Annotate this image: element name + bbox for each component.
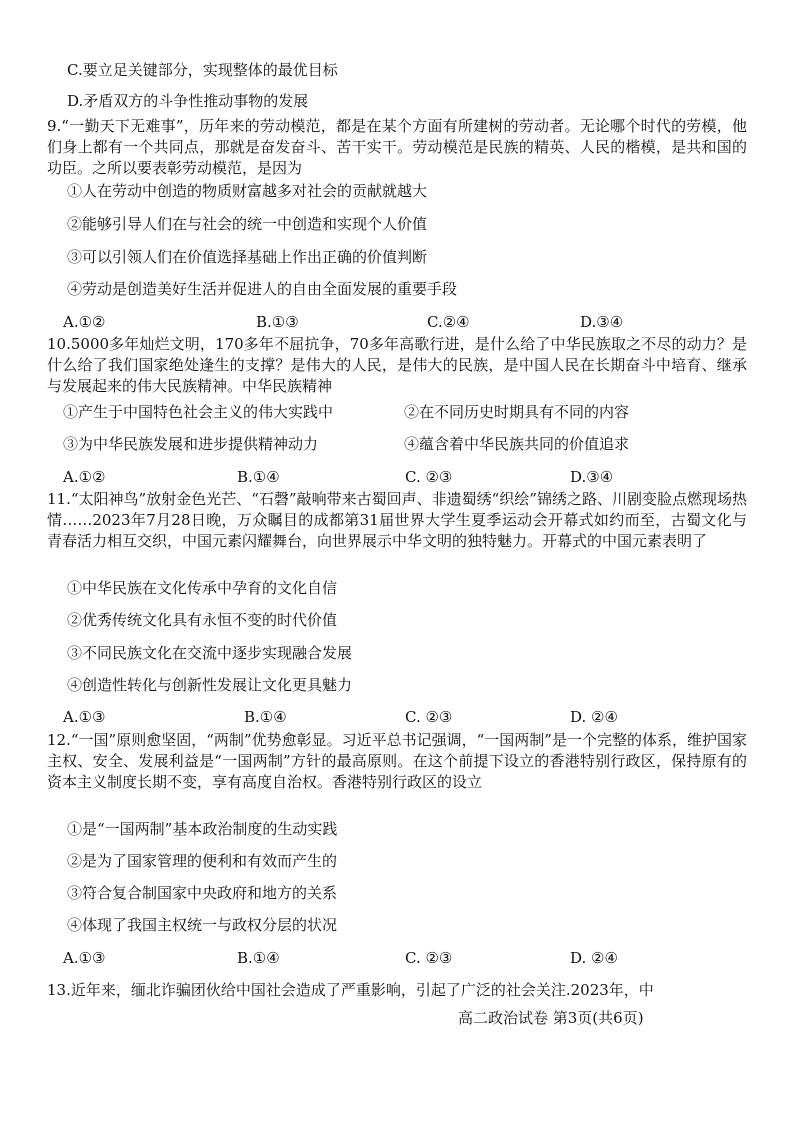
q9-stem: 9.“一勤天下无难事”，历年来的劳动模范，都是在某个方面有所建树的劳动者。无论哪个时代的劳模，他们身上都有一个共同点，那就是奋发奋斗、苦干实干。劳动模范是民族的精英、人民的楷模，是共和国的功臣。之所以要表彰劳动模范，是因为 bbox=[47, 117, 747, 177]
q12-statement-2: ②是为了国家管理的便利和有效而产生的 bbox=[67, 852, 338, 870]
prev-option-d: D.矛盾双方的斗争性推动事物的发展 bbox=[67, 92, 309, 110]
q11-option-d: D. ②④ bbox=[570, 708, 618, 726]
q10-option-c: C. ②③ bbox=[405, 468, 453, 486]
q10-statement-1: ①产生于中国特色社会主义的伟大实践中 bbox=[63, 403, 334, 421]
q11-statement-2: ②优秀传统文化具有永恒不变的时代价值 bbox=[67, 611, 338, 629]
q10-option-a: A.①② bbox=[63, 468, 106, 486]
q9-option-a: A.①② bbox=[63, 313, 106, 331]
q13-stem: 13.近年来，缅北诈骗团伙给中国社会造成了严重影响，引起了广泛的社会关注.2023年，中 bbox=[47, 981, 654, 999]
page-footer: 高二政治试卷 第3页(共6页) bbox=[458, 1009, 644, 1027]
q9-option-c: C.②④ bbox=[427, 313, 470, 331]
q9-statement-4: ④劳动是创造美好生活并促进人的自由全面发展的重要手段 bbox=[67, 280, 458, 298]
q11-statement-3: ③不同民族文化在交流中逐步实现融合发展 bbox=[67, 644, 353, 662]
q12-statement-4: ④体现了我国主权统一与政权分层的状况 bbox=[67, 916, 338, 934]
q12-stem: 12.“一国”原则愈坚固，“两制”优势愈彰显。习近平总书记强调，“一国两制”是一个完整的体系，维护国家主权、安全、发展利益是“一国两制”方针的最高原则。在这个前提下设立的香港特别行政区，保持原有的资本主义制度长期不变，享有高度自治权。香港特别行政区的设立 bbox=[47, 731, 747, 791]
q11-option-a: A.①③ bbox=[63, 708, 106, 726]
q9-statement-2: ②能够引导人们在与社会的统一中创造和实现个人价值 bbox=[67, 215, 428, 233]
q11-stem: 11.“太阳神鸟”放射金色光芒、“石磬”敲响带来古蜀回声、非遗蜀绣“织绘”锦绣之路、川剧变脸点燃现场热情……2023年7月28日晚，万众瞩目的成都第31届世界大学生夏季运动会开幕式如约而至，古蜀文化与青春活力相互交织，中国元素闪耀舞台，向世界展示中华文明的独特魅力。开幕式的中国元素表明了 bbox=[47, 490, 747, 550]
q12-option-c: C. ②③ bbox=[405, 949, 453, 967]
q9-option-b: B.①③ bbox=[256, 313, 299, 331]
q12-statement-1: ①是“一国两制”基本政治制度的生动实践 bbox=[67, 820, 338, 838]
prev-option-c: C.要立足关键部分，实现整体的最优目标 bbox=[67, 61, 338, 79]
q10-option-b: B.①④ bbox=[237, 468, 280, 486]
q12-option-a: A.①③ bbox=[63, 949, 106, 967]
q9-option-d: D.③④ bbox=[580, 313, 624, 331]
q9-statement-1: ①人在劳动中创造的物质财富越多对社会的贡献就越大 bbox=[67, 182, 428, 200]
q11-option-b: B.①④ bbox=[244, 708, 287, 726]
q12-statement-3: ③符合复合制国家中央政府和地方的关系 bbox=[67, 884, 338, 902]
q10-option-d: D.③④ bbox=[570, 468, 614, 486]
q11-statement-4: ④创造性转化与创新性发展让文化更具魅力 bbox=[67, 676, 353, 694]
q9-statement-3: ③可以引领人们在价值选择基础上作出正确的价值判断 bbox=[67, 248, 428, 266]
q11-statement-1: ①中华民族在文化传承中孕育的文化自信 bbox=[67, 579, 338, 597]
q10-stem: 10.5000多年灿烂文明，170多年不屈抗争，70多年高歌行进，是什么给了中华民族取之不尽的动力？是什么给了我们国家绝处逢生的支撑？是伟大的人民，是伟大的民族，是中国人民在长期奋斗中培育、继承与发展起来的伟大民族精神。中华民族精神 bbox=[47, 335, 747, 395]
q10-statement-3: ③为中华民族发展和进步提供精神动力 bbox=[63, 435, 319, 453]
q10-statement-2: ②在不同历史时期具有不同的内容 bbox=[404, 403, 630, 421]
q10-statement-4: ④蕴含着中华民族共同的价值追求 bbox=[404, 435, 630, 453]
q12-option-b: B.①④ bbox=[237, 949, 280, 967]
q12-option-d: D. ②④ bbox=[570, 949, 618, 967]
q11-option-c: C. ②③ bbox=[405, 708, 453, 726]
